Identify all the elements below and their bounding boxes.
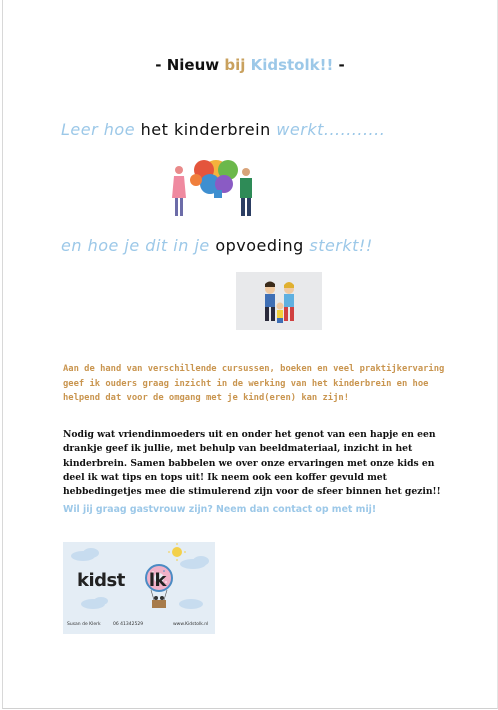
brain-puzzle-illustration: [166, 150, 258, 222]
title-suffix: -: [333, 56, 345, 74]
headline-parenting-part1: en hoe je dit in je: [61, 236, 216, 255]
headline-parenting-part2: opvoeding: [215, 236, 304, 255]
headline-learn-part3: werkt...........: [270, 120, 386, 139]
logo-wordmark: [77, 570, 166, 591]
contact-name: Susan de Klerk: [67, 622, 101, 627]
title-prefix: - Nieuw: [155, 56, 225, 74]
kidstolk-logo-card: [63, 542, 215, 634]
logo-wordmark-kidst: kidst: [77, 570, 125, 591]
headline-learn: [61, 120, 385, 139]
puzzle-brain-icon: [190, 160, 238, 198]
headline-learn-part2: het kinderbrein: [140, 120, 271, 139]
headline-parenting: [61, 236, 373, 255]
man-figure-icon: [240, 168, 252, 216]
woman-figure-icon: [172, 166, 186, 216]
intro-paragraph: Aan de hand van verschillende cursussen, boeken en veel praktijkervaring geef ik ouders graag inzicht in de werking van het kinderbrein en hoe helpend dat voor de omgang met je kind(eren) kan zijn!: [63, 364, 445, 403]
headline-parenting-part3: sterkt!!: [303, 236, 373, 255]
headline-learn-part1: Leer hoe: [61, 120, 141, 139]
logo-wordmark-lk: lk: [148, 570, 166, 591]
title-bij: bij: [224, 56, 246, 74]
playmobil-family-photo: [236, 272, 322, 330]
contact-website: www.Kidstolk.nl: [173, 622, 209, 627]
document-page: [2, 0, 498, 709]
page-title: [3, 56, 497, 74]
toy-figure-child-icon: [277, 303, 284, 324]
invitation-paragraph: Nodig wat vriendinmoeders uit en onder het genot van een hapje en een drankje geef ik jullie, met behulp van beeldmateriaal, inzicht in het kinderbrein. Samen babbelen we over onze ervaringen met onze kids en deel ik wat tips en tops uit! Ik neem ook een koffer gevuld met hebbedingetjes mee die stimulerend zijn voor de sfeer binnen het gezin!!: [63, 429, 441, 498]
host-call-to-action: Wil jij graag gastvrouw zijn? Neem dan contact op met mij!: [63, 504, 377, 515]
title-brand: Kidstolk!!: [245, 56, 334, 74]
contact-phone: 06 41342529: [113, 622, 144, 627]
